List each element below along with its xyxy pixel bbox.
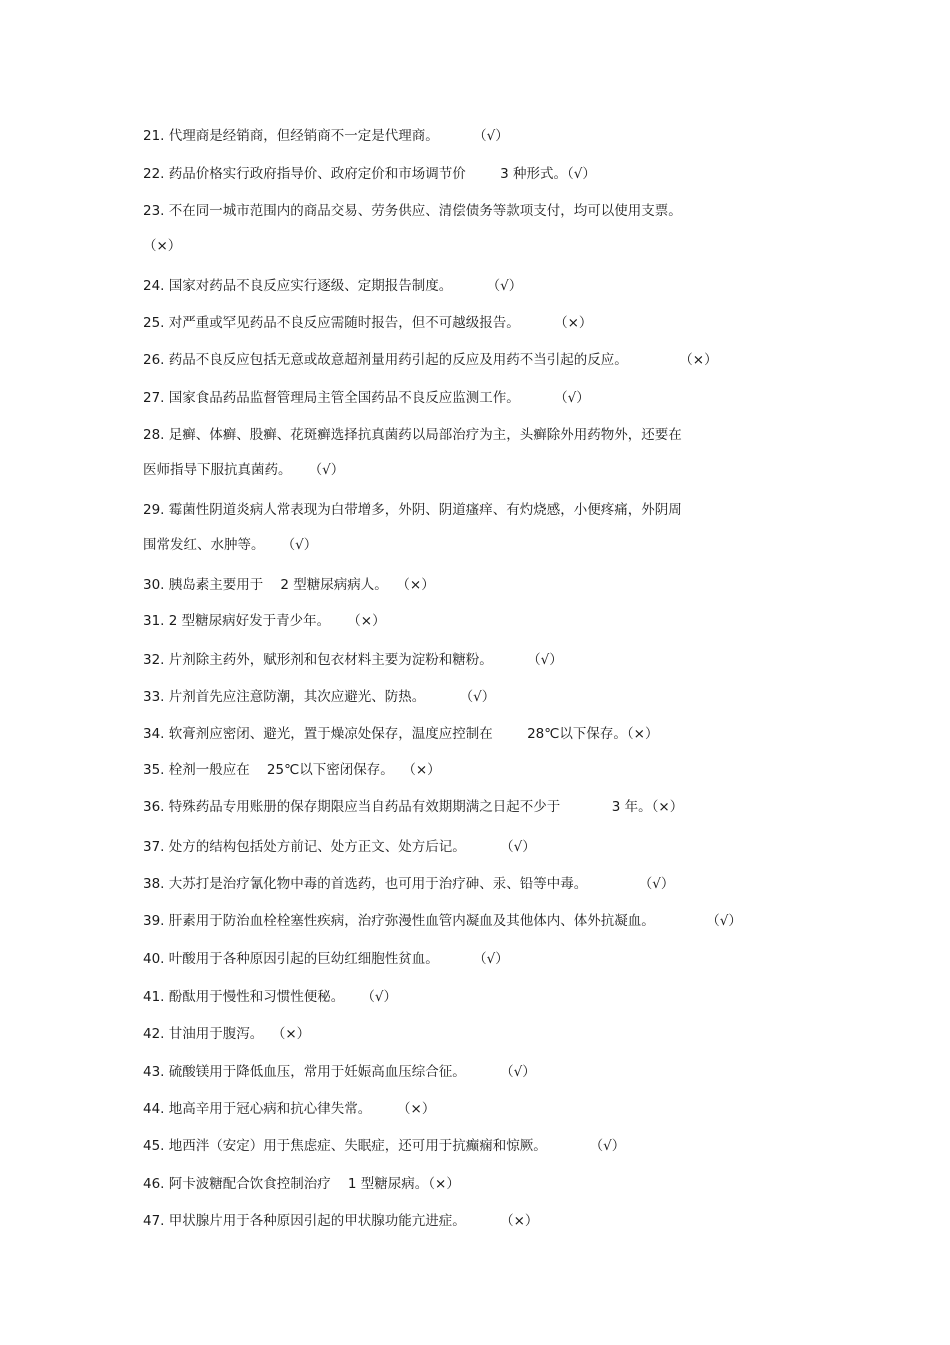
text-line: 22. 药品价格实行政府指导价、政府定价和市场调节价 3 种形式。（√） [143,166,596,182]
text-line: 医师指导下服抗真菌药。 （√） [143,462,345,478]
text-line: 31. 2 型糖尿病好发于青少年。 （×） [143,613,386,629]
text-line: 42. 甘油用于腹泻。 （×） [143,1026,311,1042]
text-line: 38. 大苏打是治疗氰化物中毒的首选药，也可用于治疗砷、汞、铅等中毒。 （√） [143,876,675,892]
text-line: 23. 不在同一城市范围内的商品交易、劳务供应、清偿债务等款项支付，均可以使用支票。 [143,203,682,219]
text-line: 21. 代理商是经销商，但经销商不一定是代理商。 （√） [143,128,509,144]
text-line: 34. 软膏剂应密闭、避光，置于燥凉处保存，温度应控制在 28℃以下保存。（×） [143,726,659,742]
text-line: （×） [143,238,182,254]
text-line: 46. 阿卡波糖配合饮食控制治疗 1 型糖尿病。（×） [143,1176,460,1192]
text-line: 39. 肝素用于防治血栓栓塞性疾病，治疗弥漫性血管内凝血及其他体内、体外抗凝血。 （√） [143,913,742,929]
text-line: 29. 霉菌性阴道炎病人常表现为白带增多，外阴、阴道瘙痒、有灼烧感，小便疼痛，外阴周 [143,502,682,518]
text-line: 30. 胰岛素主要用于 2 型糖尿病病人。 （×） [143,577,435,593]
text-line: 24. 国家对药品不良反应实行逐级、定期报告制度。 （√） [143,278,523,294]
text-line: 47. 甲状腺片用于各种原因引起的甲状腺功能亢进症。 （×） [143,1213,539,1229]
text-line: 35. 栓剂一般应在 25℃以下密闭保存。 （×） [143,762,441,778]
text-line: 33. 片剂首先应注意防潮，其次应避光、防热。 （√） [143,689,496,705]
text-line: 32. 片剂除主药外，赋形剂和包衣材料主要为淀粉和糖粉。 （√） [143,652,563,668]
text-line: 40. 叶酸用于各种原因引起的巨幼红细胞性贫血。 （√） [143,951,509,967]
text-line: 45. 地西泮（安定）用于焦虑症、失眠症，还可用于抗癫痫和惊厥。 （√） [143,1138,626,1154]
text-line: 44. 地高辛用于冠心病和抗心律失常。 （×） [143,1101,436,1117]
text-line: 37. 处方的结构包括处方前记、处方正文、处方后记。 （√） [143,839,536,855]
text-line: 27. 国家食品药品监督管理局主管全国药品不良反应监测工作。 （√） [143,390,590,406]
text-line: 36. 特殊药品专用账册的保存期限应当自药品有效期期满之日起不少于 3 年。（×） [143,799,684,815]
text-line: 25. 对严重或罕见药品不良反应需随时报告，但不可越级报告。 （×） [143,315,593,331]
text-line: 围常发红、水肿等。 （√） [143,537,318,553]
text-line: 26. 药品不良反应包括无意或故意超剂量用药引起的反应及用药不当引起的反应。 （×） [143,352,718,368]
text-line: 43. 硫酸镁用于降低血压，常用于妊娠高血压综合征。 （√） [143,1064,536,1080]
text-line: 28. 足癣、体癣、股癣、花斑癣选择抗真菌药以局部治疗为主，头癣除外用药物外，还要在 [143,427,682,443]
text-line: 41. 酚酞用于慢性和习惯性便秘。 （√） [143,989,398,1005]
